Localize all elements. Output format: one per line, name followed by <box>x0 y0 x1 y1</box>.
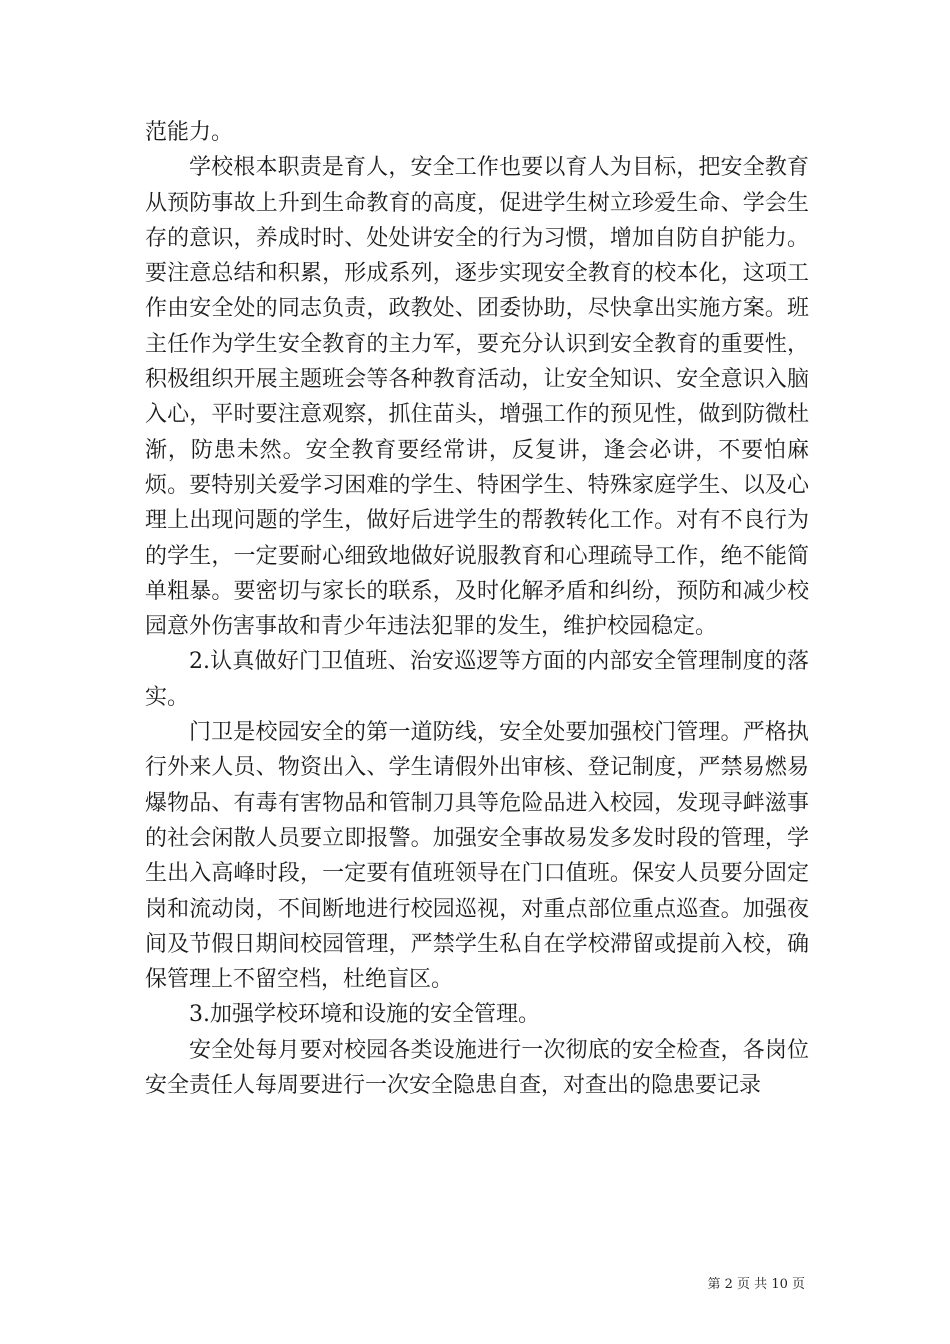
page-number-footer: 第 2 页 共 10 页 <box>707 1277 805 1292</box>
paragraph-continuation: 范能力。 <box>145 120 234 145</box>
paragraph-safety-education: 学校根本职责是育人，安全工作也要以育人为目标，把安全教育从预防事故上升到生命教育的高度，促进学生树立珍爱生命、学会生存的意识，养成时时、处处讲安全的行为习惯，增加自防自护能力。要注意总结和积累，形成系列，逐步实现安全教育的校本化，这项工作由安全处的同志负责，政教处、团委协助，尽快拿出实施方案。班主任作为学生安全教育的主力军，要充分认识到安全教育的重要性，积极组织开展主题班会等各种教育活动，让安全知识、安全意识入脑入心，平时要注意观察，抓住苗头，增强工作的预见性，做到防微杜渐，防患未然。安全教育要经常讲，反复讲，逢会必讲，不要怕麻烦。要特别关爱学习困难的学生、特困学生、特殊家庭学生、以及心理上出现问题的学生，做好后进学生的帮教转化工作。对有不良行为的学生，一定要耐心细致地做好说服教育和心理疏导工作，绝不能简单粗暴。要密切与家长的联系，及时化解矛盾和纠纷，预防和减少校园意外伤害事故和青少年违法犯罪的发生，维护校园稳定。 <box>145 155 809 640</box>
paragraph-heading-facilities: 3.加强学校环境和设施的安全管理。 <box>189 1002 540 1028</box>
paragraph-heading-gate-duty: 2.认真做好门卫值班、治安巡逻等方面的内部安全管理制度的落实。 <box>145 649 809 710</box>
paragraph-gate-management: 门卫是校园安全的第一道防线，安全处要加强校门管理。严格执行外来人员、物资出入、学生请假外出审核、登记制度，严禁易燃易爆物品、有毒有害物品和管制刀具等危险品进入校园，发现寻衅滋事的社会闲散人员要立即报警。加强安全事故易发多发时段的管理，学生出入高峰时段，一定要有值班领导在门口值班。保安人员要分固定岗和流动岗，不间断地进行校园巡视，对重点部位重点巡查。加强夜间及节假日期间校园管理，严禁学生私自在学校滞留或提前入校，确保管理上不留空档，杜绝盲区。 <box>145 720 809 993</box>
paragraph-facility-inspection: 安全处每月要对校园各类设施进行一次彻底的安全检查，各岗位安全责任人每周要进行一次安全隐患自查，对查出的隐患要记录 <box>145 1037 809 1099</box>
document-body <box>145 115 809 1103</box>
